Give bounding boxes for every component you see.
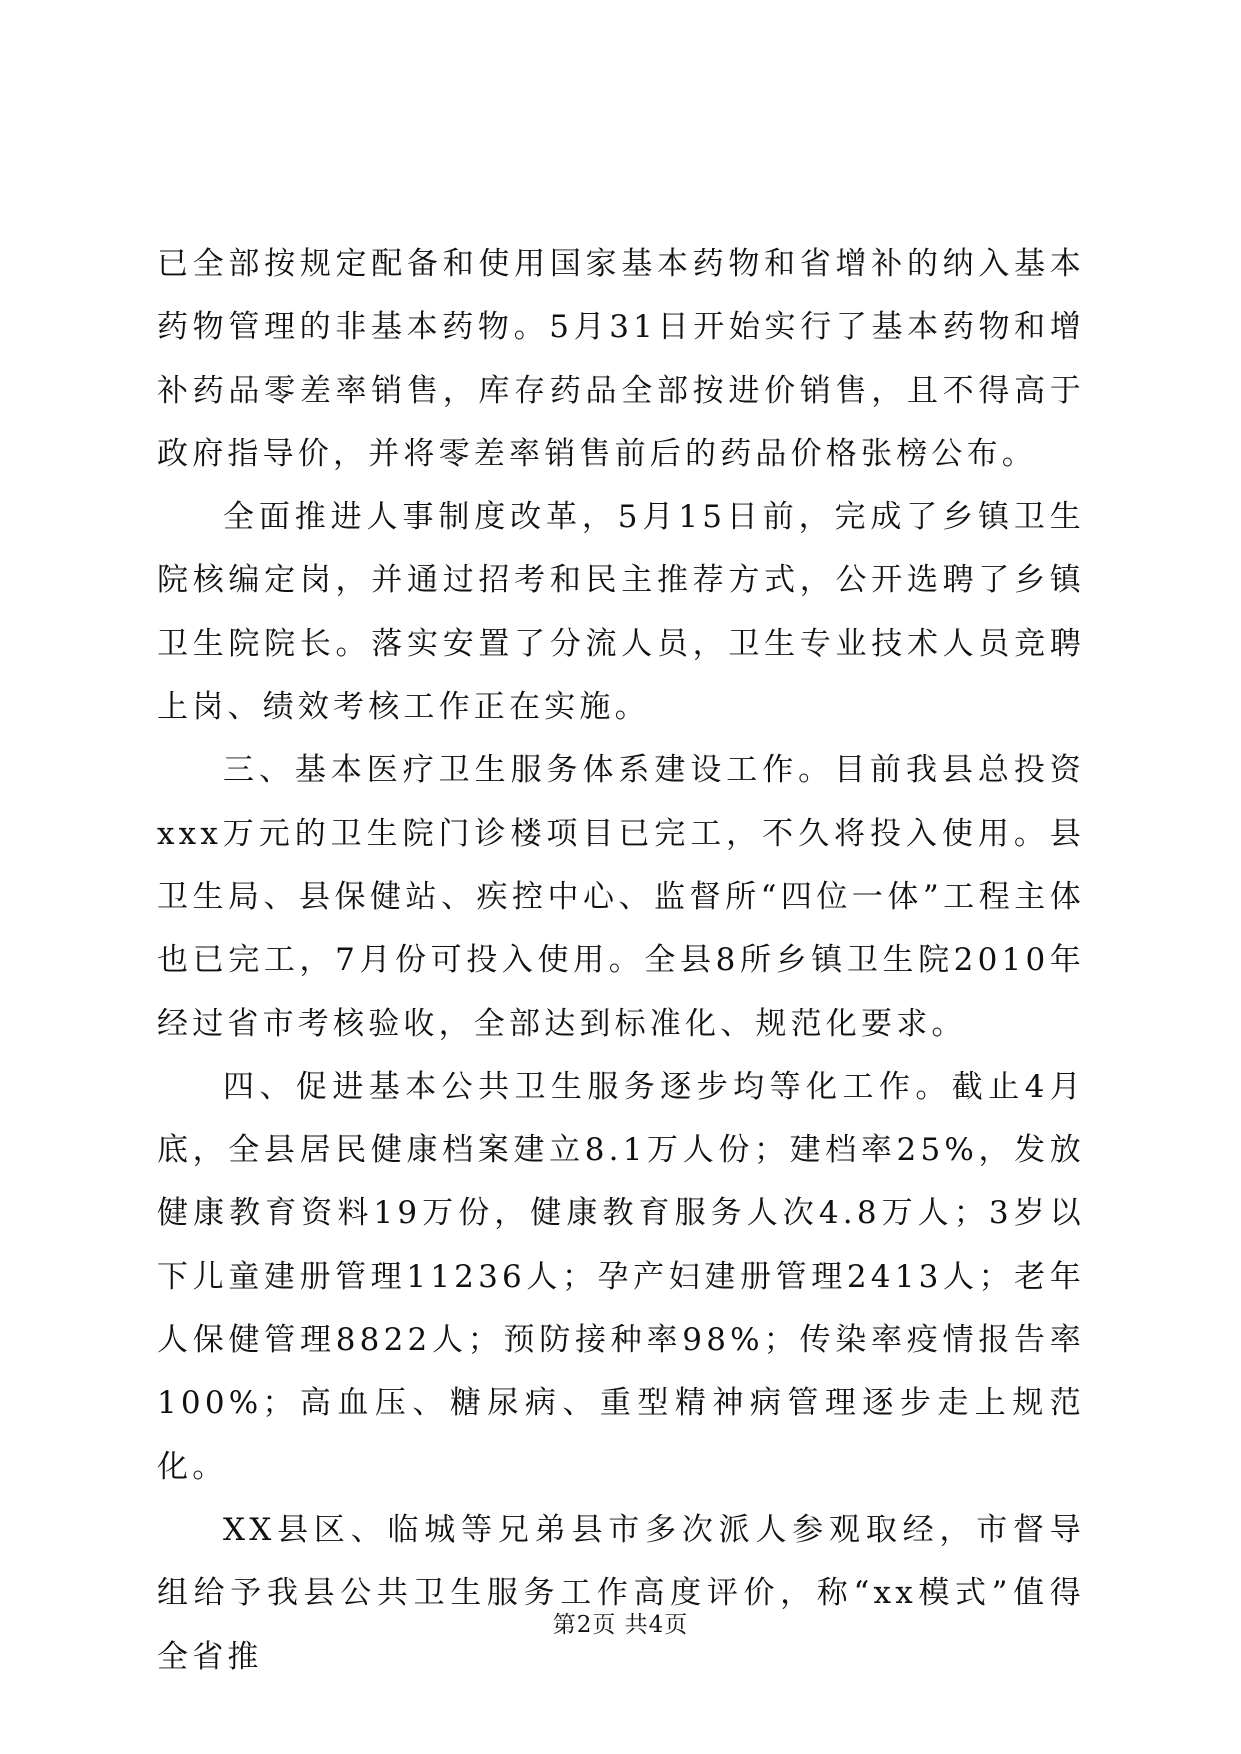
paragraph-public-health: 四、促进基本公共卫生服务逐步均等化工作。截止4月底，全县居民健康档案建立8.1万人份；建档率25%，发放健康教育资料19万份，健康教育服务人次4.8万人；3岁以下儿童建册管理11236人；孕产妇建册管理2413人；老年人保健管理8822人；预防接种率98%；传染率疫情报告率100%；高血压、糖尿病、重型精神病管理逐步走上规范化。 xyxy=(157,1068,1085,1485)
paragraph-evaluation: XX县区、临城等兄弟县市多次派人参观取经，市督导组给予我县公共卫生服务工作高度评价，称“xx模式”值得全省推 xyxy=(157,1511,1085,1675)
document-body xyxy=(157,233,1085,1689)
page-footer: 第2页 共4页 xyxy=(552,1612,689,1638)
paragraph-medical-system: 三、基本医疗卫生服务体系建设工作。目前我县总投资xxx万元的卫生院门诊楼项目已完工，不久将投入使用。县卫生局、县保健站、疾控中心、监督所“四位一体”工程主体也已完工，7月份可投入使用。全县8所乡镇卫生院2010年经过省市考核验收，全部达到标准化、规范化要求。 xyxy=(157,752,1085,1042)
paragraph-personnel-reform: 全面推进人事制度改革，5月15日前，完成了乡镇卫生院核编定岗，并通过招考和民主推荐方式，公开选聘了乡镇卫生院院长。落实安置了分流人员，卫生专业技术人员竞聘上岗、绩效考核工作正在实施。 xyxy=(157,499,1085,726)
paragraph-drug-management: 已全部按规定配备和使用国家基本药物和省增补的纳入基本药物管理的非基本药物。5月31日开始实行了基本药物和增补药品零差率销售，库存药品全部按进价销售，且不得高于政府指导价，并将零差率销售前后的药品价格张榜公布。 xyxy=(157,246,1085,472)
